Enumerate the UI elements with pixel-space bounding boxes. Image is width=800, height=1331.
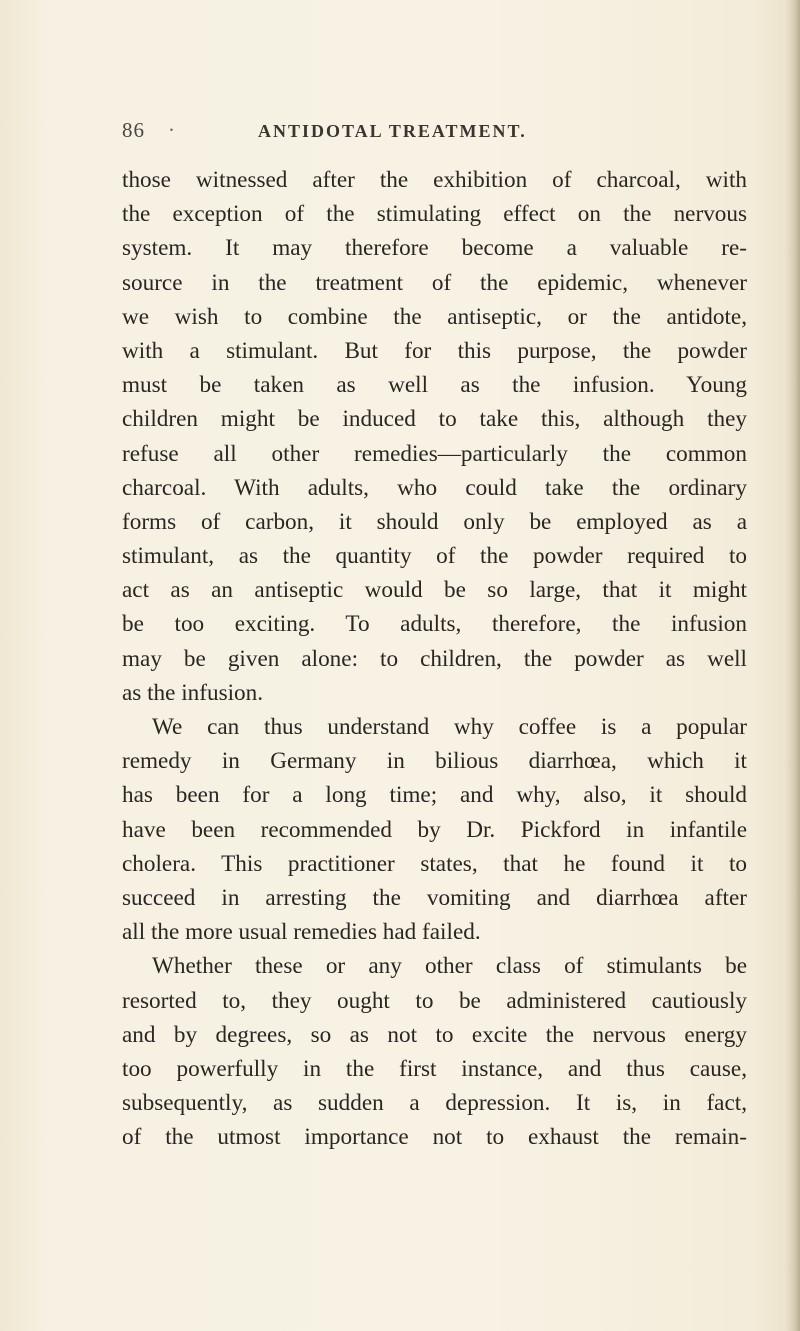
page-edge-shadow — [786, 0, 800, 1331]
text-line: as the infusion. — [122, 679, 264, 706]
body-text — [122, 163, 747, 1154]
text-line: source in the treatment of the epidemic, whenever — [122, 269, 747, 296]
text-line: children might be induced to take this, although they — [122, 406, 747, 433]
text-line: charcoal. With adults, who could take the ordinary — [122, 474, 747, 501]
text-line: with a stimulant. But for this purpose, the powder — [122, 337, 747, 364]
paragraph-2 — [122, 710, 747, 949]
text-line: succeed in arresting the vomiting and diarrhœa after — [122, 884, 747, 911]
paragraph-1 — [122, 163, 747, 710]
text-line: remedy in Germany in bilious diarrhœa, which it — [122, 748, 747, 775]
text-line: too powerfully in the first instance, and thus cause, — [122, 1055, 747, 1082]
running-title: ANTIDOTAL TREATMENT. — [258, 121, 527, 141]
text-line: and by degrees, so as not to excite the nervous energy — [122, 1021, 747, 1048]
text-line: cholera. This practitioner states, that he found it to — [122, 850, 747, 877]
page-header — [122, 118, 742, 148]
text-line: refuse all other remedies—particularly the common — [122, 440, 747, 467]
header-separator: · — [168, 118, 175, 142]
paragraph-3 — [122, 949, 747, 1154]
text-line: We can thus understand why coffee is a popular — [152, 714, 747, 740]
text-line: be too exciting. To adults, therefore, the infusion — [122, 611, 747, 638]
text-line: all the more usual remedies had failed. — [122, 919, 481, 946]
text-line: must be taken as well as the infusion. Young — [122, 372, 747, 399]
text-line: the exception of the stimulating effect on the nervous — [122, 201, 747, 228]
text-line: of the utmost importance not to exhaust the remain- — [122, 1124, 747, 1151]
text-line: have been recommended by Dr. Pickford in infantile — [122, 816, 747, 843]
text-line: has been for a long time; and why, also, it should — [122, 782, 747, 809]
text-line: those witnessed after the exhibition of charcoal, with — [122, 167, 747, 193]
text-line: forms of carbon, it should only be employed as a — [122, 508, 747, 535]
text-line: we wish to combine the antiseptic, or the antidote, — [122, 303, 747, 330]
text-line: resorted to, they ought to be administered cautiously — [122, 987, 747, 1014]
text-line: subsequently, as sudden a depression. It is, in fact, — [122, 1090, 747, 1117]
text-line: may be given alone: to children, the powder as well — [122, 645, 747, 672]
text-line: system. It may therefore become a valuable re- — [122, 235, 747, 262]
page-number: 86 — [122, 118, 145, 142]
text-line: Whether these or any other class of stimulants be — [152, 953, 747, 980]
text-line: stimulant, as the quantity of the powder required to — [122, 543, 747, 570]
text-line: act as an antiseptic would be so large, that it might — [122, 577, 747, 604]
